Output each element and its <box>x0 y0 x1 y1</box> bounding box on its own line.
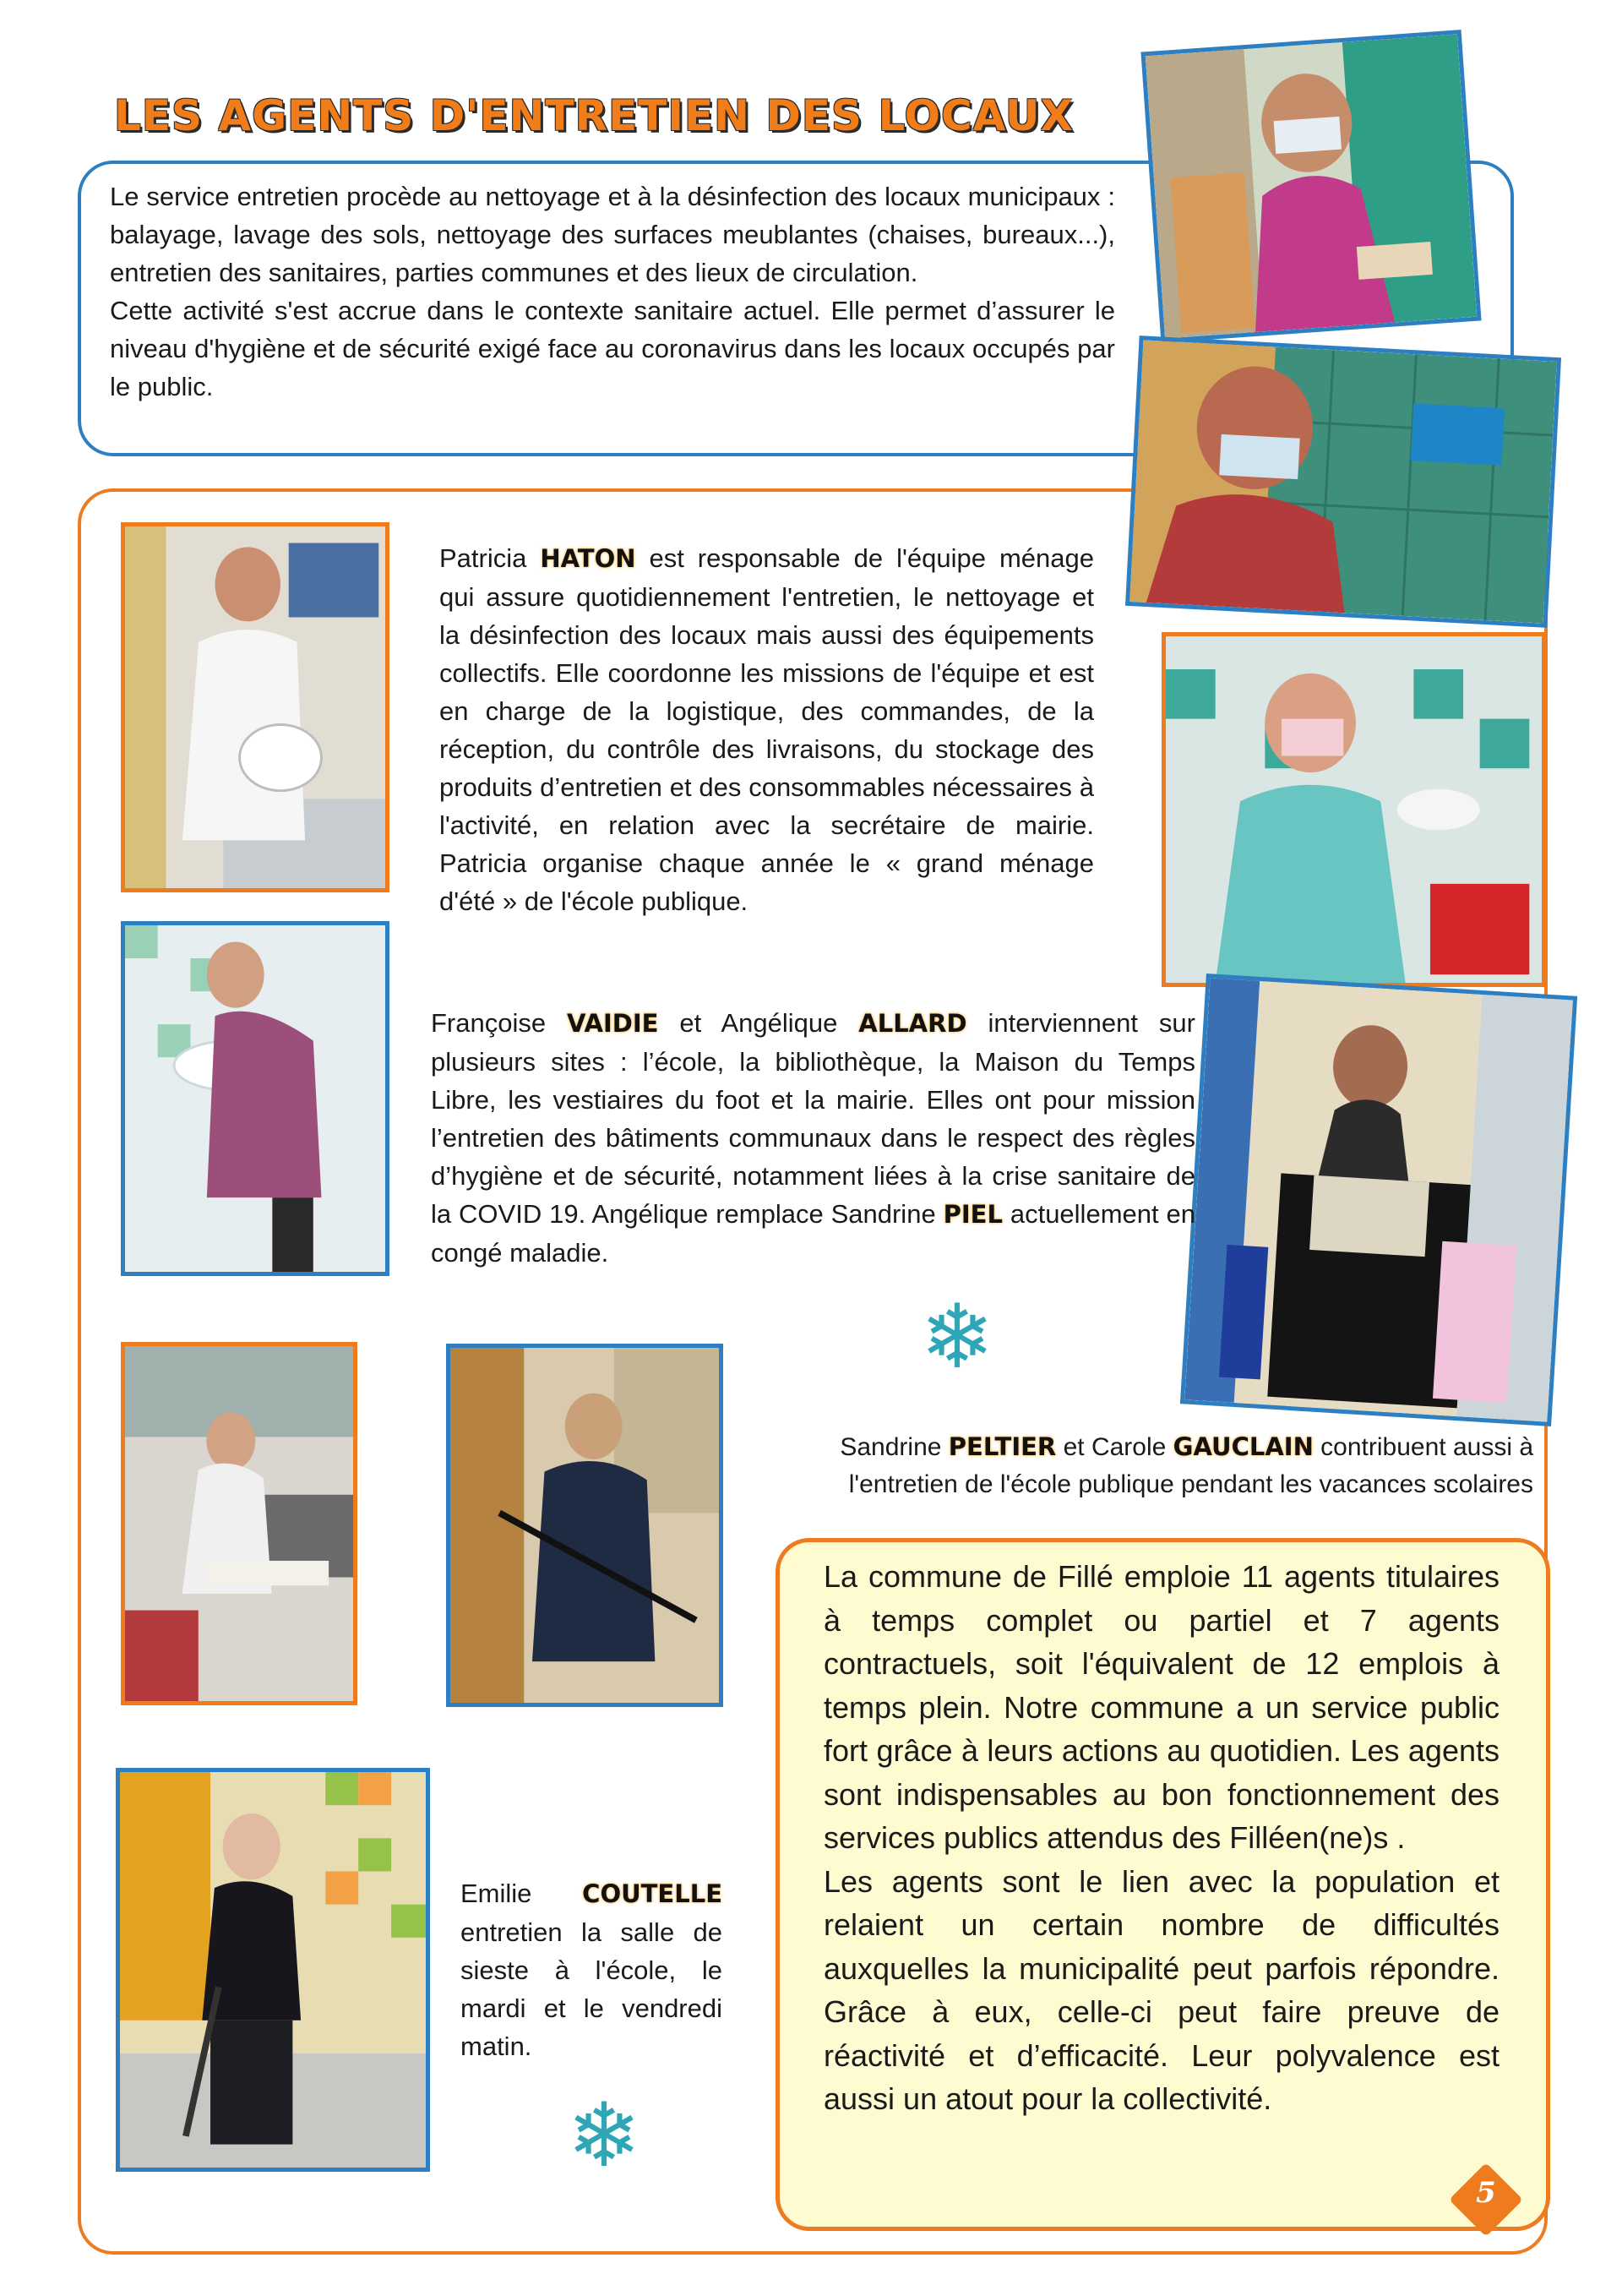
photo-francoise-vaidie <box>121 921 389 1276</box>
first-name: Emilie <box>460 1879 583 1908</box>
sandrine-carole-description <box>773 1428 1533 1503</box>
first-name: Françoise <box>431 1008 568 1038</box>
last-name: HATON <box>540 544 636 573</box>
page-number: 5 <box>1476 2176 1496 2210</box>
intro-paragraph-2: Cette activité s'est accrue dans le contexte sanitaire actuel. Elle permet d’assurer le niveau d'hygiène et de sécurité exigé face au coronavirus dans les locaux occupés par le public. <box>110 296 1115 401</box>
summary-paragraph-2: Les agents sont le lien avec la population et relaient un certain nombre de difficultés auxquelles la municipalité peut parfois répondre. Grâce à eux, celle-ci peut faire preuve de réactivité et d’efficacité. Leur polyvalence est aussi un atout pour la collectivité. <box>824 1863 1500 2116</box>
snowflake-icon: ❄ <box>920 1285 994 1388</box>
intro-paragraph-1: Le service entretien procède au nettoyage et à la désinfection des locaux municipaux : balayage, lavage des sols, nettoyage des surfaces meublantes (chaises, bureaux...), entretien des sanitaires, parties communes et des lieux de circulation. <box>110 182 1115 287</box>
last-name: PELTIER <box>948 1432 1057 1461</box>
last-name: ALLARD <box>858 1009 967 1038</box>
francoise-angelique-description <box>431 1004 1195 1272</box>
last-name: VAIDIE <box>567 1009 659 1038</box>
summary-text <box>824 1555 1500 2121</box>
photo-agent-bathroom-bucket <box>1162 632 1546 987</box>
first-name: Patricia <box>439 543 541 573</box>
page-title: LES AGENTS D'ENTRETIEN DES LOCAUX <box>114 91 1075 140</box>
photo-carole-gauclain <box>446 1344 723 1707</box>
photo-sandrine-peltier <box>121 1342 357 1705</box>
emilie-description <box>460 1874 722 2065</box>
photo-agent-cleaning-cart <box>1180 973 1577 1426</box>
last-name: GAUCLAIN <box>1173 1432 1314 1461</box>
photo-emilie-coutelle <box>116 1768 430 2172</box>
photo-agent-cleaning-tiles <box>1125 335 1561 628</box>
patricia-description <box>439 539 1094 920</box>
description-text: contribuent aussi à l'entretien de l'école publique pendant les vacances scolaires <box>848 1433 1533 1498</box>
description-text: interviennent sur plusieurs sites : l’école, la bibliothèque, la Maison du Temps Libre, les vestiaires du foot et la mairie. Elles ont pour mission l’entretien des bâtiments communaux dans le respect des règles d’hygiène et de sécurité, notamment liées à la crise sanitaire de la COVID 19. Angélique remplace Sandrine <box>431 1008 1195 1229</box>
snowflake-icon: ❄ <box>567 2084 641 2187</box>
photo-patricia-haton <box>121 522 389 892</box>
connector-text: et Carole <box>1056 1433 1173 1461</box>
last-name: COUTELLE <box>582 1879 722 1908</box>
summary-paragraph-1: La commune de Fillé emploie 11 agents titulaires à temps complet ou partiel et 7 agents contractuels, soit l'équivalent de 12 emplois à temps plein. Notre commune a un service public fort grâce à leurs actions au quotidien. Les agents sont indispensables au bon fonctionnement des services publics attendus des Filléen(ne)s . <box>824 1559 1500 1855</box>
connector-text: et Angélique <box>658 1008 859 1038</box>
first-name: Sandrine <box>840 1433 949 1461</box>
description-text: est responsable de l'équipe ménage qui assure quotidiennement l'entretien, le nettoyage et la désinfection des locaux mais aussi des équipements collectifs. Elle coordonne les missions de l'équipe et est en charge de la logistique, des commandes, de la réception, du contrôle des livraisons, du stockage des produits d’entretien et des consommables nécessaires à l'activité, en relation avec la secrétaire de mairie. Patricia organise chaque année le « grand ménage d'été » de l'école publique. <box>439 543 1095 916</box>
photo-agent-wiping-shelf <box>1140 30 1481 343</box>
intro-text <box>110 177 1115 406</box>
description-text: entretien la salle de sieste à l'école, le mardi et le vendredi matin. <box>460 1917 722 2061</box>
description-end: actuellement en congé maladie. <box>431 1199 1195 1268</box>
last-name: PIEL <box>943 1200 1003 1229</box>
